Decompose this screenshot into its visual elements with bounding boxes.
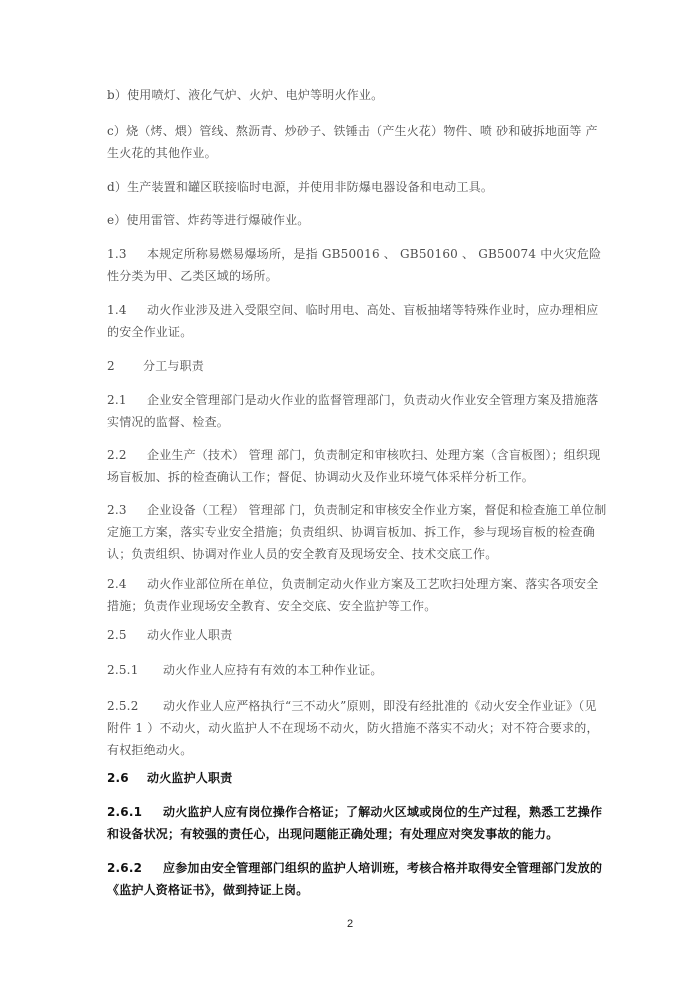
section-number: 2.6.2 [107, 861, 143, 875]
paragraph-c [107, 120, 607, 164]
section-2-6-2 [107, 857, 607, 901]
section-number: 2.5 [107, 628, 127, 642]
section-2-5-1 [107, 659, 607, 681]
section-number: 2.2 [107, 448, 127, 462]
section-2-3 [107, 499, 607, 565]
section-title: 分工与职责 [143, 359, 205, 373]
paragraph-text: e）使用雷管、炸药等进行爆破作业。 [107, 213, 310, 227]
section-2-5 [107, 624, 607, 646]
paragraph-text: 应参加由安全管理部门组织的监护人培训班，考核合格并取得安全管理部门发放的《监护人资格证书》，做到持证上岗。 [107, 861, 603, 897]
paragraph-e [107, 209, 607, 231]
paragraph-text: 企业设备（工程） 管理部 门，负责制定和审核安全作业方案，督促和检查施工单位制定施工方案，落实专业安全措施；负责组织、协调盲板加、拆工作，参与现场盲板的检查确认；负责组织、协调对作业人员的安全教育及现场安全、技术交底工作。 [107, 503, 607, 561]
paragraph-text: b）使用喷灯、液化气炉、火炉、电炉等明火作业。 [107, 88, 384, 102]
paragraph-text: 动火作业涉及进入受限空间、临时用电、高处、盲板抽堵等特殊作业时，应办理相应的安全作业证。 [107, 303, 599, 339]
section-number: 2.5.2 [107, 699, 139, 713]
paragraph-text: 动火监护人应有岗位操作合格证；了解动火区域或岗位的生产过程，熟悉工艺操作和设备状况；有较强的责任心，出现问题能正确处理；有处理应对突发事故的能力。 [107, 805, 603, 841]
section-2-6-heading [107, 767, 607, 789]
section-number: 2.6 [107, 771, 129, 785]
paragraph-text: 企业安全管理部门是动火作业的监督管理部门，负责动火作业安全管理方案及措施落实情况的监督、检查。 [107, 393, 599, 429]
paragraph-text: 企业生产（技术） 管理 部门，负责制定和审核吹扫、处理方案（含盲板图）；组织现场盲板加、拆的检查确认工作；督促、协调动火及作业环境气体采样分析工作。 [107, 448, 601, 484]
paragraph-text: 动火作业部位所在单位，负责制定动火作业方案及工艺吹扫处理方案、落实各项安全措施；负责作业现场安全教育、安全交底、安全监护等工作。 [107, 577, 599, 613]
page-number: 2 [346, 918, 354, 930]
section-number: 2.5.1 [107, 663, 139, 677]
section-number: 2.6.1 [107, 805, 143, 819]
section-2-6-1 [107, 801, 607, 845]
section-1-4 [107, 299, 607, 343]
section-number: 2.4 [107, 577, 127, 591]
paragraph-b [107, 84, 607, 106]
section-number: 1.3 [107, 247, 127, 261]
section-2-4 [107, 573, 607, 617]
paragraph-text: c）烧（烤、煨）管线、熬沥青、炒砂子、铁锤击（产生火花）物件、喷 砂和破拆地面等 产生火花的其他作业。 [107, 124, 598, 160]
paragraph-text: 动火作业人应持有有效的本工种作业证。 [163, 663, 383, 677]
section-number: 2.3 [107, 503, 127, 517]
section-number: 2.1 [107, 393, 127, 407]
section-1-3 [107, 243, 607, 287]
section-2-2 [107, 444, 607, 488]
paragraph-text: d）生产装置和罐区联接临时电源，并使用非防爆电器设备和电动工具。 [107, 180, 494, 194]
section-title: 动火监护人职责 [147, 771, 233, 785]
paragraph-text: 本规定所称易燃易爆场所，是指 GB50016 、 GB50160 、 GB50074 中火灾危险性分类为甲、乙类区域的场所。 [107, 247, 602, 283]
section-2-heading [107, 355, 607, 377]
section-2-1 [107, 389, 607, 433]
paragraph-text: 动火作业人应严格执行“三不动火”原则，即没有经批准的《动火安全作业证》（见附件 1 ）不动火，动火监护人不在现场不动火，防火措施不落实不动火；对不符合要求的，有权拒绝动火。 [107, 699, 599, 757]
section-number: 1.4 [107, 303, 127, 317]
section-number: 2 [107, 359, 115, 373]
paragraph-d [107, 176, 607, 198]
section-2-5-2 [107, 695, 607, 761]
section-title: 动火作业人职责 [147, 628, 233, 642]
